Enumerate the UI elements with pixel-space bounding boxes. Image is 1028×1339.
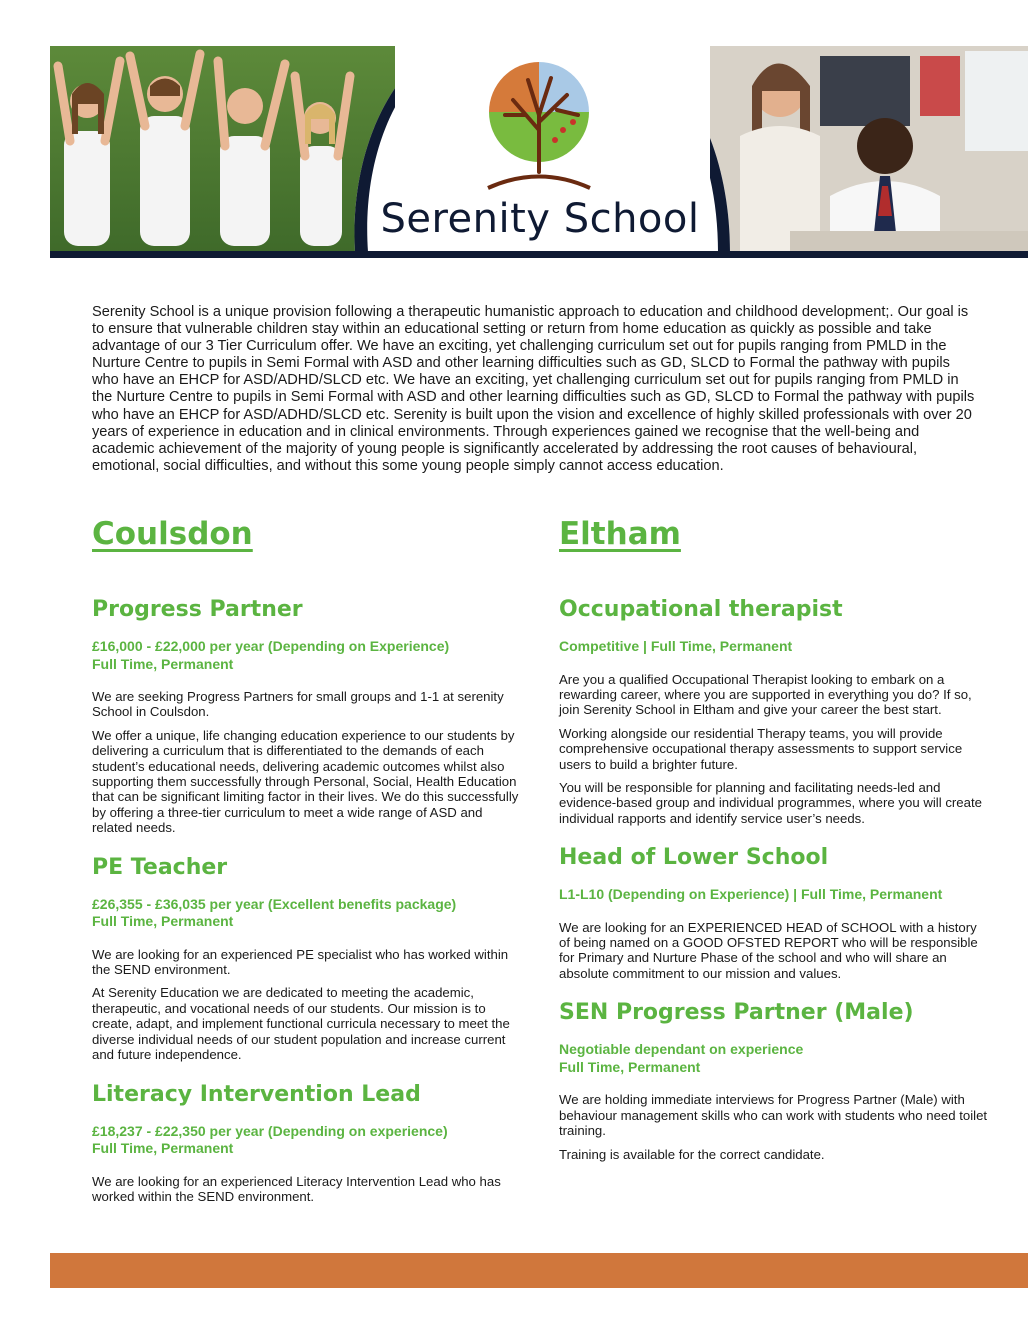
job-salary-type: L1-L10 (Depending on Experience) | Full Time, Permanent xyxy=(559,886,943,903)
job-type: Full Time, Permanent xyxy=(92,1140,234,1156)
job-title: PE Teacher xyxy=(92,854,228,880)
teacher-and-student-photo xyxy=(710,46,1028,252)
job-description: Training is available for the correct candidate. xyxy=(559,1146,825,1162)
job-description: You will be responsible for planning and facilitating needs-led and evidence-based group and individual programmes, where you will create individual rapports and identify service user’s needs. xyxy=(559,779,982,826)
job-description: We are holding immediate interviews for Progress Partner (Male) with behaviour management skills who can work with students who need toilet training. xyxy=(559,1092,988,1139)
job-description: At Serenity Education we are dedicated to meeting the academic, therapeutic, and vocational needs of our students. Our mission is to create, adapt, and implement functional curricula necessary to meet the diverse individual needs of our student population and increase current and future independence. xyxy=(92,985,510,1063)
job-title: Head of Lower School xyxy=(559,845,829,871)
job-salary: £16,000 - £22,000 per year (Depending on Experience) xyxy=(92,638,450,654)
location-heading-eltham: Eltham xyxy=(559,516,681,552)
job-description: We are looking for an EXPERIENCED HEAD of SCHOOL with a history of being named on a GOOD OFSTED REPORT who will be responsible for Primary and Nurture Phase of the school and who will share an absolute commitment to our mission and values. xyxy=(559,919,978,981)
job-title: SEN Progress Partner (Male) xyxy=(559,1000,914,1026)
job-description: We are looking for an experienced Literacy Intervention Lead who has worked within the SEND environment. xyxy=(92,1173,501,1204)
job-salary: Negotiable dependant on experience xyxy=(559,1041,804,1058)
eltham-column xyxy=(559,512,989,1180)
job-type: Full Time, Permanent xyxy=(92,913,234,930)
job-occupational-therapist xyxy=(559,596,989,826)
job-literacy-intervention-lead xyxy=(92,1081,522,1205)
job-meta xyxy=(92,1123,522,1158)
job-description: Are you a qualified Occupational Therapist looking to embark on a rewarding career, where you are supported in everything you do? If so, join Serenity School in Eltham and give your career the best start. xyxy=(559,671,972,718)
footer-bar xyxy=(50,1253,1028,1288)
job-head-of-lower-school xyxy=(559,844,989,981)
job-description: We offer a unique, life changing education experience to our students by delivering a curriculum that is differentiated to the demands of each student’s educational needs, delivering academic outcomes whilst also supporting them successfully through Personal, Social, Health Education that can be significant limiting factor in their lives. We do this successfully by offering a three-tier curriculum to meet a wide range of ASD and related needs. xyxy=(92,727,519,836)
job-type: Full Time, Permanent xyxy=(92,655,234,672)
job-meta xyxy=(92,638,522,673)
banner-divider xyxy=(50,251,1028,258)
job-title: Progress Partner xyxy=(92,597,303,622)
job-salary: £26,355 - £36,035 per year (Excellent benefits package) xyxy=(92,895,457,912)
job-description: Working alongside our residential Therapy teams, you will provide comprehensive occupational therapy assessments to support service users to build a brighter future. xyxy=(559,725,963,772)
job-progress-partner xyxy=(92,596,522,836)
job-pe-teacher xyxy=(92,854,522,1063)
location-heading-coulsdon: Coulsdon xyxy=(92,516,253,552)
job-description: We are seeking Progress Partners for small groups and 1-1 at serenity School in Coulsdon. xyxy=(92,689,504,720)
job-meta xyxy=(559,1041,989,1076)
job-title: Literacy Intervention Lead xyxy=(92,1081,421,1107)
job-type: Full Time, Permanent xyxy=(559,1058,701,1075)
job-title: Occupational therapist xyxy=(559,597,843,622)
job-sen-progress-partner xyxy=(559,999,989,1162)
job-salary-type: Competitive | Full Time, Permanent xyxy=(559,638,793,654)
header-banner xyxy=(50,46,1028,258)
job-description: We are looking for an experienced PE specialist who has worked within the SEND environment. xyxy=(92,946,509,978)
job-salary: £18,237 - £22,350 per year (Depending on experience) xyxy=(92,1122,448,1139)
coulsdon-column xyxy=(92,512,522,1222)
school-name: Serenity School xyxy=(380,196,700,242)
job-meta xyxy=(559,886,989,904)
intro-paragraph: Serenity School is a unique provision following a therapeutic humanistic approach to education and childhood development;. Our goal is to ensure that vulnerable children stay within an educational setting or return from home education as quickly as possible and take advantage of our 3 Tier Curriculum offer. We have an exciting, yet challenging curriculum set out for pupils ranging from PMLD in the Nurture Centre to pupils in Semi Formal with ASD and other learning difficulties such as GD, SLCD to Formal the pathway with pupils who have an EHCP for ASD/ADHD/SLCD etc. We have an exciting, yet challenging curriculum set out for pupils ranging from PMLD in the Nurture Centre to pupils in Semi Formal with ASD and other learning difficulties such as GD, SLCD to Formal the pathway with pupils who have an EHCP for ASD/ADHD/SLCD etc. Serenity is built upon the vision and excellence of highly skilled professionals with over 20 years of experience in education and in clinical environments. Through experiences gained we recognise that the well-being and academic achievement of the majority of young people is significantly accelerated by addressing the root causes of behavioural, emotional, social difficulties, and without this some young people simply cannot access education. xyxy=(92,304,975,474)
job-meta xyxy=(92,896,522,931)
students-exercising-photo xyxy=(50,46,395,252)
serenity-tree-logo xyxy=(483,60,595,192)
job-meta xyxy=(559,638,989,656)
